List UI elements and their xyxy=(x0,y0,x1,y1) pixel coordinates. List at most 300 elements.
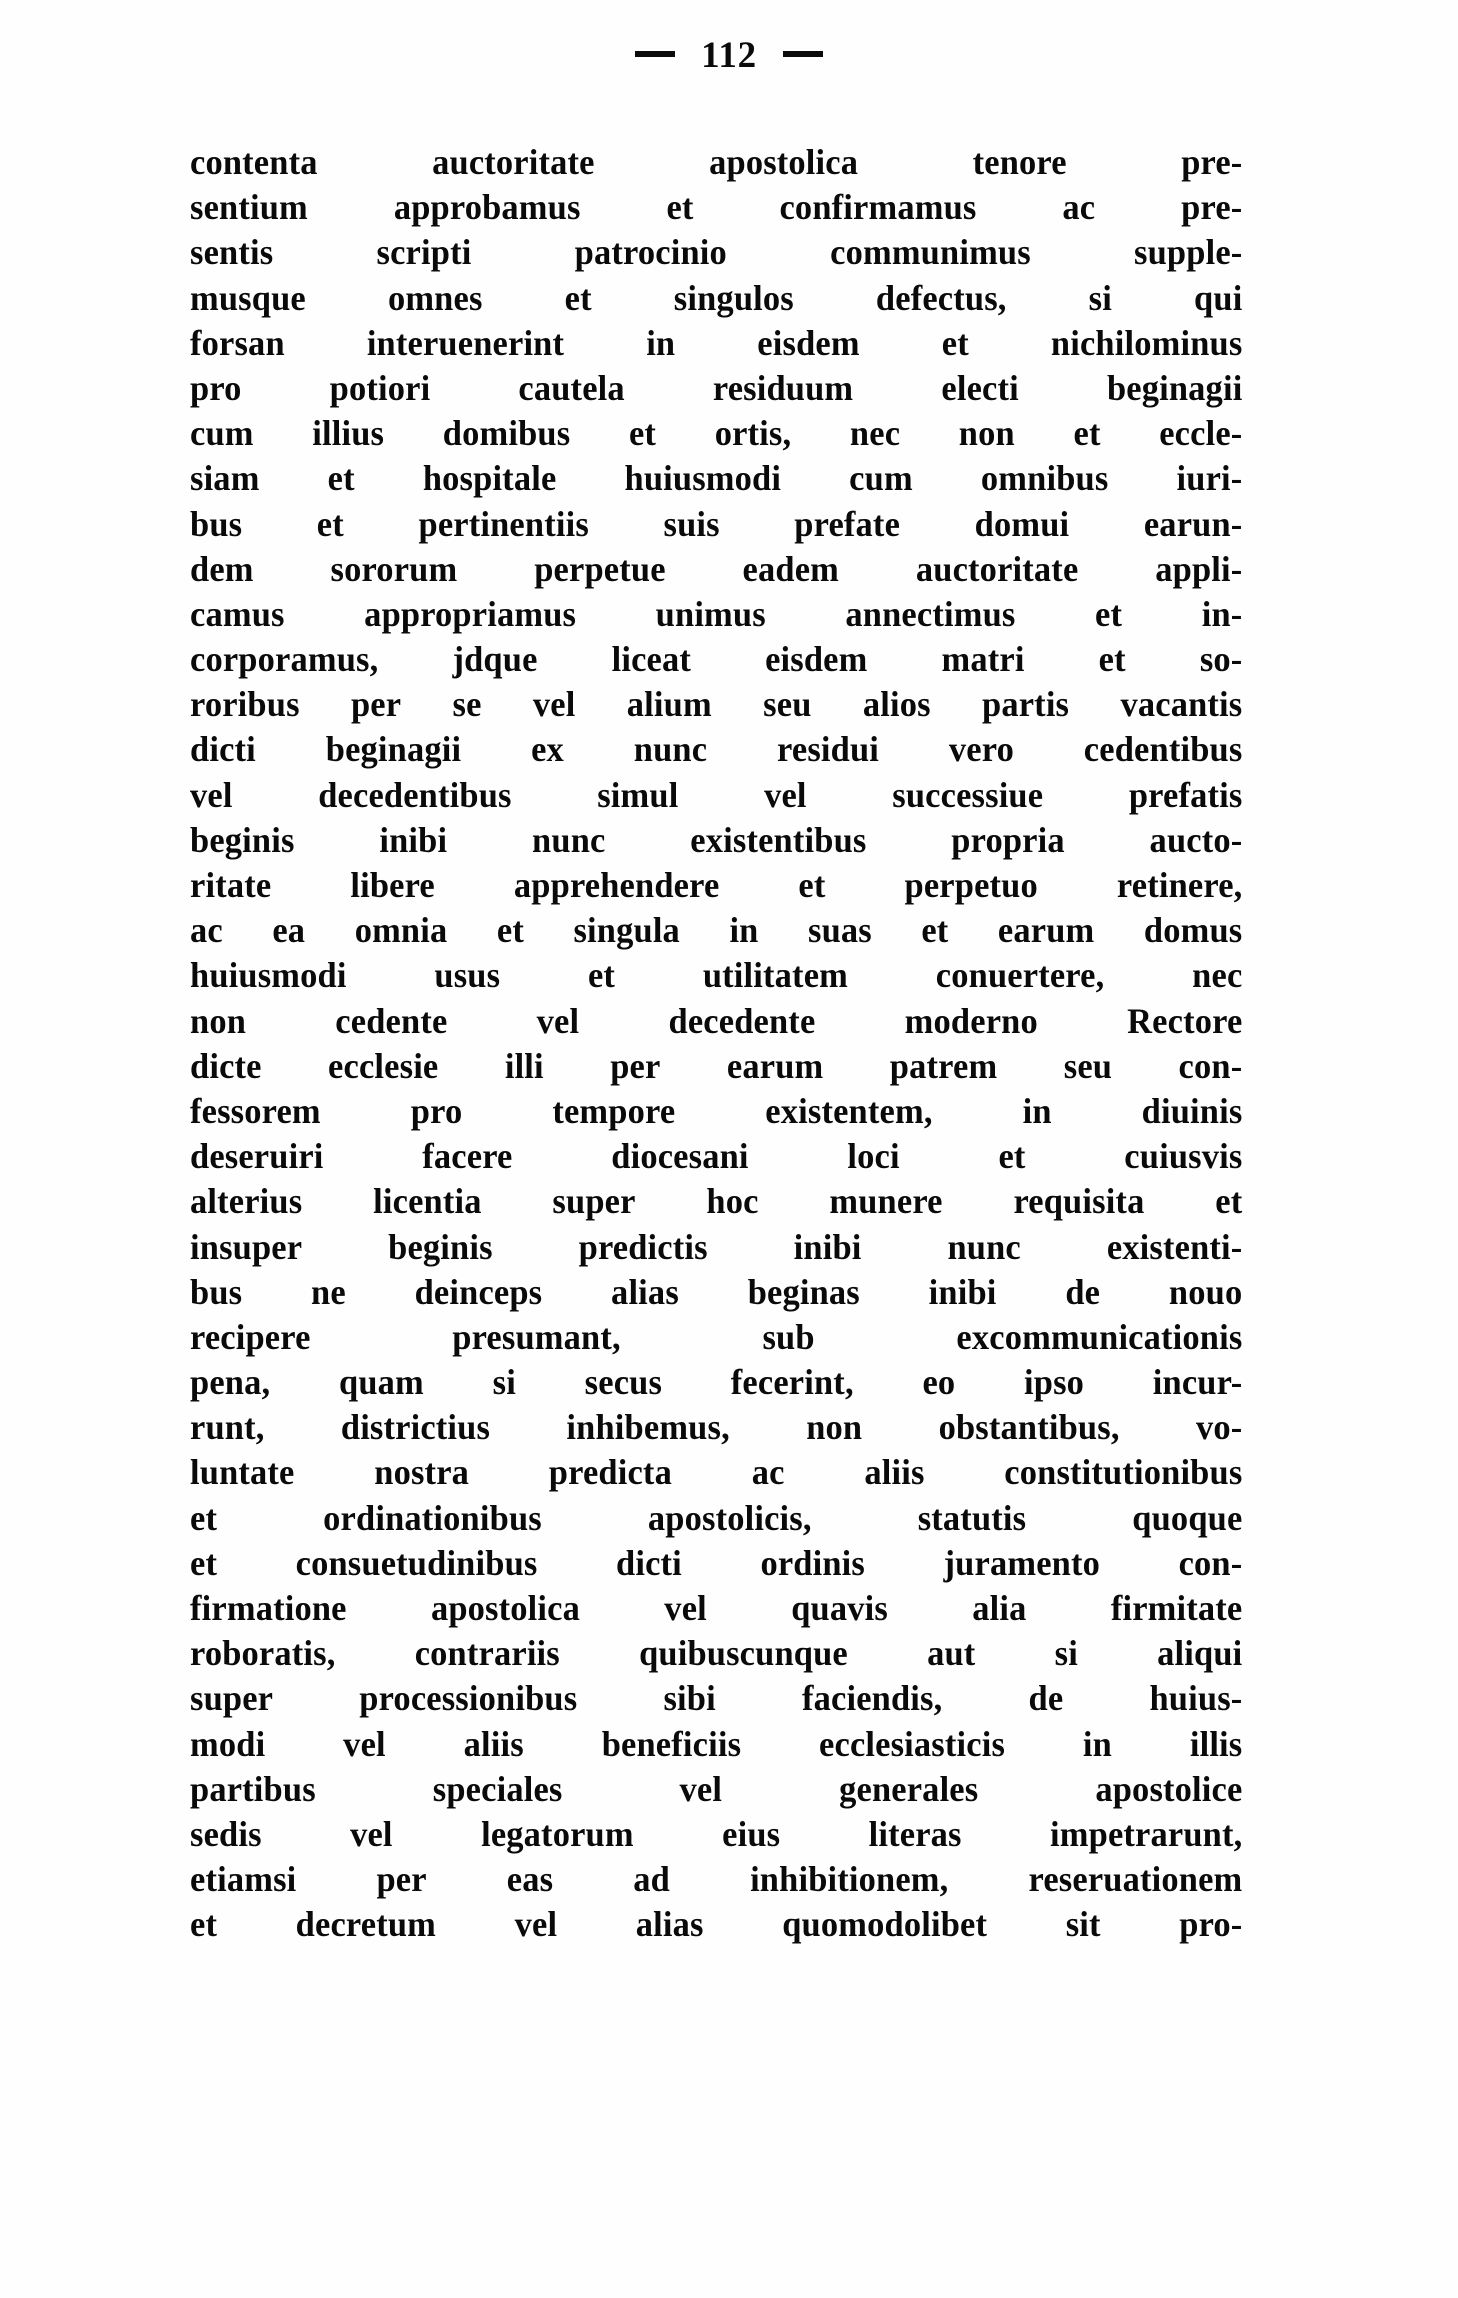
text-word: ordinationibus xyxy=(323,1497,542,1538)
text-word: sub xyxy=(762,1316,815,1357)
text-line xyxy=(190,1902,1242,1947)
text-word: domus xyxy=(1143,910,1243,951)
text-word: licentia xyxy=(373,1181,482,1222)
text-word: patrocinio xyxy=(574,232,727,273)
text-word: alias xyxy=(611,1271,679,1312)
text-word: libere xyxy=(350,865,435,905)
text-word: non xyxy=(958,413,1015,454)
page-header xyxy=(0,34,1458,77)
text-word: residuum xyxy=(712,367,854,408)
text-word: non xyxy=(806,1407,863,1448)
text-word: con- xyxy=(1178,1542,1243,1583)
text-word: speciales xyxy=(432,1768,563,1809)
text-word: huiusmodi xyxy=(624,458,782,499)
text-word: omnia xyxy=(354,910,448,951)
text-word: eadem xyxy=(742,548,840,589)
text-word: supple- xyxy=(1134,232,1243,273)
text-word: prefatis xyxy=(1128,774,1243,815)
text-word: siam xyxy=(190,458,260,499)
text-line xyxy=(190,502,1242,547)
text-line xyxy=(190,276,1242,321)
text-word: partibus xyxy=(190,1768,316,1809)
text-word: cedentibus xyxy=(1083,729,1243,770)
text-word: super xyxy=(190,1678,274,1719)
text-word: pre- xyxy=(1181,187,1243,228)
text-word: iuri- xyxy=(1176,458,1243,499)
text-word: retinere, xyxy=(1116,865,1243,905)
text-word: ac xyxy=(751,1452,785,1493)
text-word: et xyxy=(1095,593,1123,634)
header-right-rule-icon xyxy=(783,51,823,57)
text-word: vo- xyxy=(1195,1407,1243,1448)
text-word: camus xyxy=(190,593,285,634)
text-word: quibuscunque xyxy=(639,1633,848,1674)
text-word: ipso xyxy=(1024,1362,1085,1403)
text-word: modi xyxy=(190,1723,266,1764)
text-word: vel xyxy=(190,774,233,815)
text-line xyxy=(190,1179,1242,1224)
text-word: alias xyxy=(635,1904,704,1945)
text-word: beginis xyxy=(190,819,295,860)
text-word: constitutionibus xyxy=(1004,1452,1243,1493)
text-word: et xyxy=(190,1904,218,1945)
text-word: forsan xyxy=(190,322,285,363)
text-word: consuetudinibus xyxy=(295,1542,538,1583)
text-word: corporamus, xyxy=(190,639,379,680)
text-word: communimus xyxy=(830,232,1031,273)
text-word: statutis xyxy=(917,1497,1027,1538)
text-word: si xyxy=(1088,277,1112,318)
text-word: simul xyxy=(597,774,679,815)
text-word: recipere xyxy=(190,1316,311,1357)
text-word: decretum xyxy=(295,1904,437,1945)
text-line xyxy=(190,1450,1242,1495)
text-word: decedentibus xyxy=(318,774,512,815)
text-word: insuper xyxy=(190,1226,303,1267)
text-word: tempore xyxy=(552,1090,676,1131)
text-word: loci xyxy=(847,1136,900,1177)
text-word: quomodolibet xyxy=(782,1904,988,1945)
text-word: domibus xyxy=(442,413,571,454)
text-word: qui xyxy=(1194,277,1243,318)
text-word: eius xyxy=(722,1813,781,1854)
text-word: ritate xyxy=(190,865,272,905)
text-line xyxy=(190,1360,1242,1405)
text-word: pre- xyxy=(1181,142,1243,182)
text-word: secus xyxy=(584,1362,663,1403)
text-word: diuinis xyxy=(1141,1090,1243,1131)
text-word: deseruiri xyxy=(190,1136,324,1177)
text-word: et xyxy=(921,910,949,951)
text-line xyxy=(190,773,1242,818)
text-word: defectus, xyxy=(875,277,1007,318)
text-line xyxy=(190,1496,1242,1541)
text-line xyxy=(190,953,1242,998)
text-word: se xyxy=(452,684,482,725)
text-word: legatorum xyxy=(481,1813,634,1854)
text-word: roboratis, xyxy=(190,1633,336,1674)
text-word: seu xyxy=(1063,1045,1113,1086)
text-word: si xyxy=(1054,1633,1078,1674)
text-word: et xyxy=(798,865,826,905)
text-word: perpetue xyxy=(534,548,666,589)
text-word: beginagii xyxy=(1106,367,1243,408)
text-word: et xyxy=(587,955,616,996)
text-word: firmitate xyxy=(1110,1588,1243,1628)
text-word: alia xyxy=(972,1588,1027,1628)
text-word: alios xyxy=(862,684,931,725)
text-word: nec xyxy=(1192,955,1243,996)
text-word: sedis xyxy=(190,1813,262,1854)
text-word: in xyxy=(646,322,676,363)
text-line xyxy=(190,1676,1242,1721)
text-word: apostolice xyxy=(1095,1768,1243,1809)
text-word: appropriamus xyxy=(364,593,577,634)
text-word: quoque xyxy=(1132,1497,1243,1538)
text-line xyxy=(190,140,1242,185)
text-word: vacantis xyxy=(1120,684,1243,725)
text-line xyxy=(190,1857,1242,1902)
text-word: ecclesie xyxy=(328,1045,439,1086)
text-word: ex xyxy=(531,729,564,770)
text-word: suis xyxy=(663,503,720,544)
text-word: runt, xyxy=(190,1407,265,1448)
text-word: vel xyxy=(664,1588,707,1628)
text-word: Rectore xyxy=(1127,1000,1243,1041)
text-word: usus xyxy=(434,955,501,996)
text-line xyxy=(190,185,1242,230)
text-word: quam xyxy=(339,1362,424,1403)
text-word: unimus xyxy=(655,593,766,634)
text-word: inhibemus, xyxy=(566,1407,730,1448)
text-word: sentis xyxy=(190,232,274,273)
body-text-block xyxy=(190,140,1275,1948)
text-word: et xyxy=(496,910,524,951)
text-word: conuertere, xyxy=(935,955,1105,996)
text-word: earum xyxy=(997,910,1095,951)
text-word: sit xyxy=(1065,1904,1101,1945)
text-word: eas xyxy=(506,1859,554,1900)
text-line xyxy=(190,321,1242,366)
text-word: et xyxy=(998,1136,1026,1177)
text-word: vero xyxy=(948,729,1014,770)
text-line xyxy=(190,1541,1242,1586)
text-word: predicta xyxy=(548,1452,672,1493)
text-word: existenti- xyxy=(1106,1226,1243,1267)
text-word: earum xyxy=(726,1045,824,1086)
text-word: alium xyxy=(626,684,712,725)
text-word: sentium xyxy=(190,187,308,228)
text-word: reseruationem xyxy=(1028,1859,1243,1900)
text-word: aliqui xyxy=(1157,1633,1243,1674)
text-word: vel xyxy=(514,1904,558,1945)
text-word: ortis, xyxy=(714,413,792,454)
text-line xyxy=(190,999,1242,1044)
text-word: aucto- xyxy=(1149,819,1243,860)
text-line xyxy=(190,592,1242,637)
text-word: apprehendere xyxy=(513,865,720,905)
text-word: ad xyxy=(633,1859,670,1900)
text-line xyxy=(190,908,1242,953)
text-word: et xyxy=(1098,639,1126,680)
text-word: so- xyxy=(1199,639,1243,680)
text-word: auctoritate xyxy=(432,142,595,182)
text-word: luntate xyxy=(190,1452,295,1493)
text-line xyxy=(190,366,1242,411)
text-word: pro- xyxy=(1179,1904,1243,1945)
text-line xyxy=(190,1631,1242,1676)
text-word: in xyxy=(1082,1723,1112,1764)
text-word: inibi xyxy=(793,1226,862,1267)
text-word: pro xyxy=(190,367,242,408)
text-line xyxy=(190,411,1242,456)
text-word: incur- xyxy=(1152,1362,1243,1403)
text-word: et xyxy=(1073,413,1101,454)
text-line xyxy=(190,1270,1242,1315)
text-word: interuenerint xyxy=(366,322,565,363)
text-word: nunc xyxy=(532,819,606,860)
text-word: nunc xyxy=(947,1226,1021,1267)
text-word: et xyxy=(190,1542,218,1583)
text-word: per xyxy=(350,684,402,725)
text-word: singulos xyxy=(673,277,794,318)
text-word: confirmamus xyxy=(779,187,977,228)
text-word: jdque xyxy=(452,639,538,680)
text-word: illi xyxy=(504,1045,544,1086)
text-word: dem xyxy=(190,548,254,589)
text-word: apostolica xyxy=(430,1588,580,1628)
text-word: ac xyxy=(190,910,223,951)
text-word: patrem xyxy=(889,1045,998,1086)
text-word: eisdem xyxy=(765,639,868,680)
text-word: ne xyxy=(311,1271,346,1312)
text-word: juramento xyxy=(943,1542,1101,1583)
text-word: etiamsi xyxy=(190,1859,297,1900)
text-word: cum xyxy=(849,458,913,499)
text-word: beginagii xyxy=(325,729,462,770)
text-word: aliis xyxy=(864,1452,925,1493)
text-word: contrariis xyxy=(414,1633,560,1674)
text-word: presumant, xyxy=(452,1316,621,1357)
text-word: sibi xyxy=(663,1678,716,1719)
text-word: et xyxy=(564,277,592,318)
text-line xyxy=(190,1767,1242,1812)
text-word: omnibus xyxy=(980,458,1109,499)
text-word: prefate xyxy=(794,503,901,544)
text-word: cedente xyxy=(335,1000,448,1041)
text-word: illis xyxy=(1189,1723,1243,1764)
text-word: vel xyxy=(343,1723,386,1764)
text-word: et xyxy=(327,458,355,499)
text-word: non xyxy=(190,1000,247,1041)
text-word: firmatione xyxy=(190,1588,347,1628)
text-word: earun- xyxy=(1143,503,1243,544)
text-word: perpetuo xyxy=(904,865,1038,905)
text-word: liceat xyxy=(611,639,692,680)
text-word: de xyxy=(1065,1271,1101,1312)
text-word: decedente xyxy=(668,1000,816,1041)
text-word: huius- xyxy=(1149,1678,1243,1719)
text-word: per xyxy=(610,1045,661,1086)
text-word: tenore xyxy=(972,142,1067,182)
text-word: existentibus xyxy=(690,819,867,860)
text-word: cum xyxy=(190,413,254,454)
text-word: matri xyxy=(941,639,1025,680)
text-line xyxy=(190,1812,1242,1857)
text-word: faciendis, xyxy=(801,1678,943,1719)
text-line xyxy=(190,637,1242,682)
text-word: beneficiis xyxy=(601,1723,742,1764)
text-word: seu xyxy=(763,684,812,725)
text-word: generales xyxy=(839,1768,979,1809)
text-word: pro xyxy=(410,1090,463,1131)
text-word: literas xyxy=(868,1813,962,1854)
text-word: processionibus xyxy=(359,1678,578,1719)
text-word: et xyxy=(666,187,694,228)
text-word: con- xyxy=(1178,1045,1243,1086)
text-word: et xyxy=(190,1497,218,1538)
text-word: moderno xyxy=(904,1000,1038,1041)
text-word: hoc xyxy=(706,1181,759,1222)
text-word: approbamus xyxy=(393,187,581,228)
text-word: nouo xyxy=(1168,1271,1243,1312)
text-word: de xyxy=(1028,1678,1064,1719)
text-word: pena, xyxy=(190,1362,271,1403)
text-word: annectimus xyxy=(845,593,1016,634)
text-word: huiusmodi xyxy=(190,955,347,996)
text-word: eo xyxy=(922,1362,956,1403)
text-word: aliis xyxy=(463,1723,524,1764)
text-word: facere xyxy=(422,1136,513,1177)
text-line xyxy=(190,818,1242,863)
text-line xyxy=(190,727,1242,772)
text-word: ea xyxy=(272,910,306,951)
text-word: alterius xyxy=(190,1181,303,1222)
text-word: predictis xyxy=(578,1226,708,1267)
text-word: successiue xyxy=(892,774,1044,815)
text-word: in xyxy=(729,910,759,951)
text-word: vel xyxy=(679,1768,723,1809)
text-word: potiori xyxy=(329,367,431,408)
text-word: hospitale xyxy=(422,458,557,499)
text-word: cautela xyxy=(518,367,625,408)
text-word: inibi xyxy=(928,1271,997,1312)
text-word: auctoritate xyxy=(915,548,1079,589)
text-line xyxy=(190,1405,1242,1450)
text-word: deinceps xyxy=(414,1271,543,1312)
text-word: ac xyxy=(1062,187,1096,228)
text-word: ecclesiasticis xyxy=(819,1723,1006,1764)
text-word: in xyxy=(1022,1090,1052,1131)
text-word: suas xyxy=(807,910,872,951)
text-word: vel xyxy=(764,774,807,815)
text-word: aut xyxy=(927,1633,976,1674)
text-word: super xyxy=(552,1181,636,1222)
text-word: fessorem xyxy=(190,1090,321,1131)
page-number: 112 xyxy=(701,35,757,77)
text-word: eisdem xyxy=(757,322,860,363)
text-word: musque xyxy=(190,277,306,318)
text-word: excommunicationis xyxy=(956,1316,1243,1357)
text-word: eccle- xyxy=(1159,413,1243,454)
text-word: singula xyxy=(573,910,680,951)
text-word: appli- xyxy=(1155,548,1243,589)
text-word: obstantibus, xyxy=(938,1407,1120,1448)
text-word: in- xyxy=(1201,593,1243,634)
text-word: impetrarunt, xyxy=(1050,1813,1243,1854)
text-word: existentem, xyxy=(765,1090,933,1131)
text-word: et xyxy=(316,503,344,544)
text-word: utilitatem xyxy=(702,955,849,996)
text-word: inibi xyxy=(379,819,448,860)
text-line xyxy=(190,230,1242,275)
text-word: vel xyxy=(532,684,576,725)
text-word: residui xyxy=(777,729,880,770)
text-line xyxy=(190,1134,1242,1179)
text-word: nec xyxy=(849,413,901,454)
text-line xyxy=(190,863,1242,908)
text-word: si xyxy=(492,1362,516,1403)
text-word: sororum xyxy=(330,548,458,589)
text-line xyxy=(190,1315,1242,1360)
text-word: et xyxy=(941,322,969,363)
text-line xyxy=(190,1722,1242,1767)
text-word: bus xyxy=(190,503,243,544)
text-line xyxy=(190,682,1242,727)
text-word: vel xyxy=(350,1813,393,1854)
text-word: bus xyxy=(190,1271,243,1312)
text-word: apostolicis, xyxy=(647,1497,812,1538)
header-left-rule-icon xyxy=(635,51,675,57)
text-word: nichilominus xyxy=(1050,322,1243,363)
text-word: pertinentiis xyxy=(418,503,589,544)
text-word: partis xyxy=(982,684,1070,725)
text-word: et xyxy=(628,413,657,454)
text-word: dicti xyxy=(190,729,256,770)
text-word: ordinis xyxy=(760,1542,865,1583)
text-word: et xyxy=(1215,1181,1243,1222)
text-word: inhibitionem, xyxy=(750,1859,949,1900)
text-word: fecerint, xyxy=(730,1362,854,1403)
text-line xyxy=(190,1225,1242,1270)
text-word: districtius xyxy=(340,1407,491,1448)
text-word: nostra xyxy=(374,1452,470,1493)
text-word: omnes xyxy=(387,277,483,318)
text-word: vel xyxy=(536,1000,580,1041)
text-line xyxy=(190,456,1242,501)
text-word: munere xyxy=(829,1181,943,1222)
text-line xyxy=(190,547,1242,592)
text-line xyxy=(190,1044,1242,1089)
text-word: scripti xyxy=(376,232,472,273)
text-word: per xyxy=(376,1859,427,1900)
text-word: dicti xyxy=(616,1542,682,1583)
text-word: beginas xyxy=(747,1271,860,1312)
text-word: nunc xyxy=(633,729,708,770)
text-word: diocesani xyxy=(611,1136,749,1177)
text-line xyxy=(190,1089,1242,1134)
text-word: apostolica xyxy=(709,142,859,182)
text-word: requisita xyxy=(1013,1181,1145,1222)
text-word: roribus xyxy=(190,684,300,725)
text-line xyxy=(190,1586,1242,1631)
text-word: cuiusvis xyxy=(1124,1136,1243,1177)
text-word: domui xyxy=(974,503,1070,544)
text-word: illius xyxy=(312,413,385,454)
text-word: contenta xyxy=(190,142,318,182)
text-word: quavis xyxy=(791,1588,888,1628)
text-word: electi xyxy=(941,367,1019,408)
